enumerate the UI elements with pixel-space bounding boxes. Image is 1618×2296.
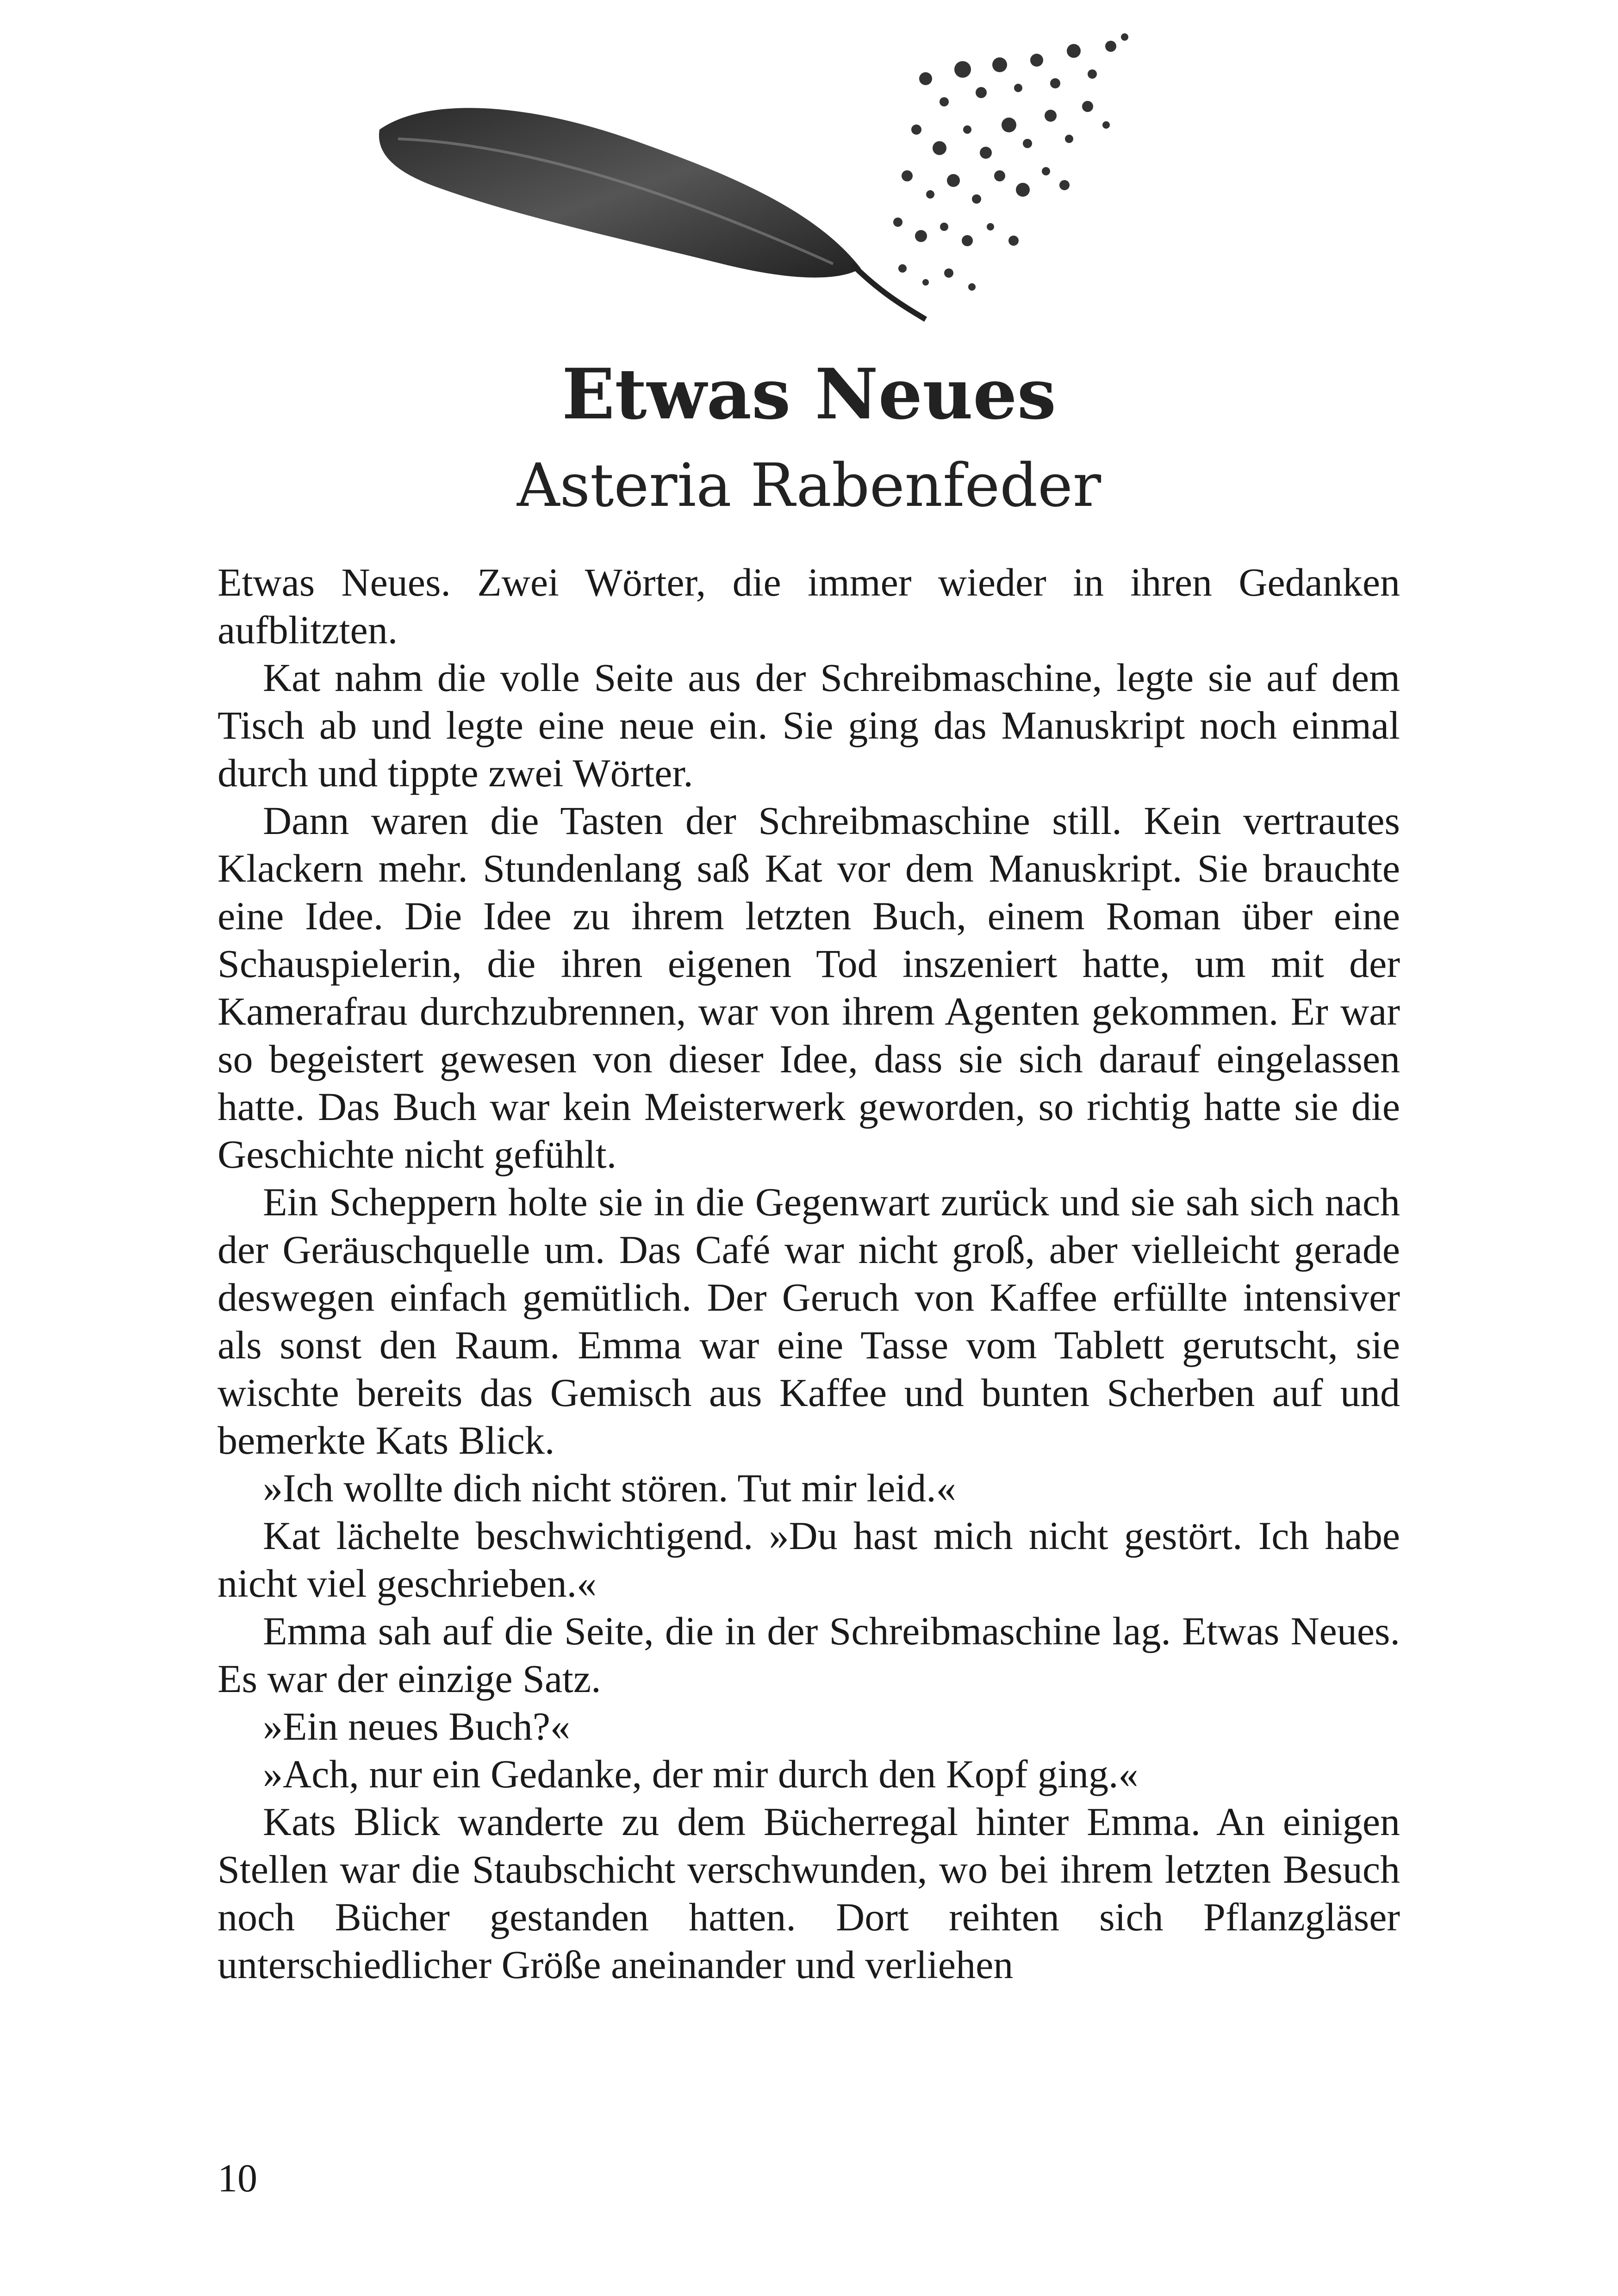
chapter-title: Etwas Neues <box>561 354 1057 435</box>
paragraph: Etwas Neues. Zwei Wörter, die immer wieder in ihren Gedanken aufblitzten. <box>218 560 1400 652</box>
paragraph: Kat nahm die volle Seite aus der Schreibmaschine, legte sie auf dem Tisch ab und legte eine neue ein. Sie ging das Manuskript noch einmal durch und tippte zwei Wörter. <box>218 655 1400 795</box>
body-text <box>218 559 1400 1989</box>
paragraph: »Ein neues Buch?« <box>263 1704 570 1748</box>
page-number: 10 <box>218 2156 257 2200</box>
paragraph: Kats Blick wanderte zu dem Bücherregal hinter Emma. An einigen Stellen war die Staubschicht verschwunden, wo bei ihrem letzten Besuch noch Bücher gestanden hatten. Dort reihten sich Pflanzgläser unterschiedlicher Größe aneinander und verliehen <box>218 1799 1400 1987</box>
chapter-author: Asteria Rabenfeder <box>517 451 1101 520</box>
paragraph: Emma sah auf die Seite, die in der Schreibmaschine lag. Etwas Neues. Es war der einzige Satz. <box>218 1609 1400 1701</box>
ink-splatter <box>893 33 1128 291</box>
paragraph: »Ich wollte dich nicht stören. Tut mir leid.« <box>263 1466 956 1510</box>
paragraph: »Ach, nur ein Gedanke, der mir durch den Kopf ging.« <box>263 1752 1139 1796</box>
feather-icon <box>370 23 1148 347</box>
paragraph: Dann waren die Tasten der Schreibmaschine still. Kein vertrautes Klackern mehr. Stundenlang saß Kat vor dem Manuskript. Sie brauchte eine Idee. Die Idee zu ihrem letzten Buch, einem Roman über eine Schauspielerin, die ihren eigenen Tod inszeniert hatte, um mit der Kamerafrau durchzubrennen, war von ihrem Agenten gekommen. Er war so begeistert gewesen von dieser Idee, dass sie sich darauf eingelassen hatte. Das Buch war kein Meisterwerk geworden, so richtig hatte sie die Geschichte nicht gefühlt. <box>218 798 1400 1176</box>
feather-vane <box>379 108 926 319</box>
paragraph: Ein Scheppern holte sie in die Gegenwart zurück und sie sah sich nach der Geräuschquelle um. Das Café war nicht groß, aber vielleicht gerade deswegen einfach gemütlich. Der Geruch von Kaffee erfüllte intensiver als sonst den Raum. Emma war eine Tasse vom Tablett gerutscht, sie wischte bereits das Gemisch aus Kaffee und bunten Scherben auf und bemerkte Kats Blick. <box>218 1180 1400 1462</box>
paragraph: Kat lächelte beschwichtigend. »Du hast mich nicht gestört. Ich habe nicht viel geschrieben.« <box>218 1513 1400 1605</box>
